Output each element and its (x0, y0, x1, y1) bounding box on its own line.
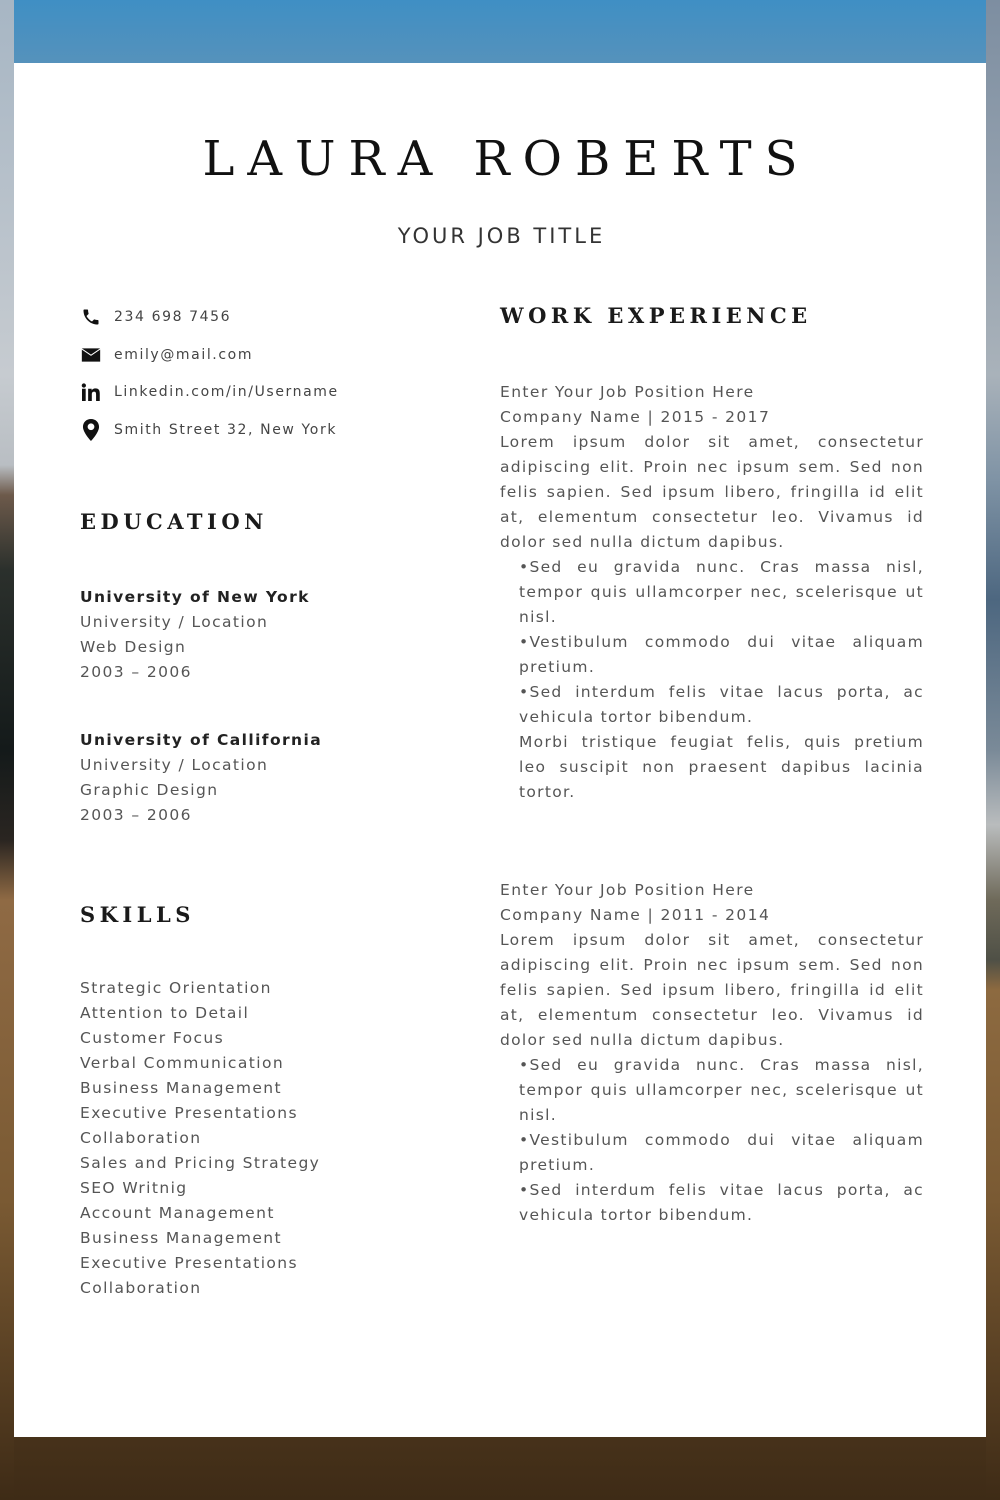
bullet-text: •Sed eu gravida nunc. Cras massa nisl, tempor quis ullamcorper nec, scelerisque ut nisl. (519, 558, 924, 626)
job-position: Enter Your Job Position Here (500, 383, 755, 401)
envelope-icon (80, 344, 102, 366)
skill-item: Business Management (80, 1078, 282, 1097)
background-photo-right (986, 0, 1000, 1500)
job-closing (500, 730, 924, 805)
job-company-dates: Company Name | 2011 - 2014 (500, 906, 771, 924)
school-name: University of New York (80, 587, 310, 606)
candidate-name: LAURA ROBERTS (202, 131, 811, 187)
job-bullet (500, 680, 924, 730)
skill-item: Customer Focus (80, 1028, 225, 1047)
study-years: 2003 – 2006 (80, 805, 192, 824)
email-text: emily@mail.com (114, 346, 254, 363)
job-bullet (500, 1178, 924, 1228)
skill-item: Executive Presentations (80, 1103, 299, 1122)
education-entry (80, 585, 420, 685)
job-company-dates: Company Name | 2015 - 2017 (500, 408, 771, 426)
resume-page (14, 63, 986, 1437)
job-position: Enter Your Job Position Here (500, 881, 755, 899)
address-text: Smith Street 32, New York (114, 421, 338, 438)
education-heading: EDUCATION (80, 508, 268, 534)
job-bullet (500, 630, 924, 680)
job-bullet (500, 1128, 924, 1178)
job-title: YOUR JOB TITLE (397, 224, 606, 248)
skill-item: Collaboration (80, 1128, 202, 1147)
job-bullet (500, 1053, 924, 1128)
skills-heading: SKILLS (80, 901, 195, 927)
contact-email (80, 343, 420, 367)
school-location: University / Location (80, 612, 269, 631)
education-entry (80, 728, 420, 828)
background-photo-left (0, 0, 14, 1500)
bullet-text: •Vestibulum commodo dui vitae aliquam pretium. (519, 633, 924, 676)
contact-list (80, 305, 420, 442)
skill-item: Strategic Orientation (80, 978, 272, 997)
job-bullet (500, 555, 924, 630)
contact-address (80, 418, 420, 442)
field-of-study: Web Design (80, 637, 187, 656)
skill-item: SEO Writnig (80, 1178, 188, 1197)
closing-text: Morbi tristique feugiat felis, quis pretium leo suscipit non praesent dapibus lacinia tortor. (519, 733, 924, 801)
linkedin-icon (80, 381, 102, 403)
school-location: University / Location (80, 755, 269, 774)
job-entry (500, 380, 924, 805)
contact-phone (80, 305, 420, 329)
bullet-text: •Sed eu gravida nunc. Cras massa nisl, tempor quis ullamcorper nec, scelerisque ut nisl. (519, 1056, 924, 1124)
phone-text: 234 698 7456 (114, 309, 232, 325)
map-pin-icon (80, 419, 102, 441)
skill-item: Sales and Pricing Strategy (80, 1153, 321, 1172)
work-experience-heading: WORK EXPERIENCE (500, 303, 812, 328)
left-column (80, 305, 420, 1301)
skill-item: Attention to Detail (80, 1003, 250, 1022)
phone-icon (80, 306, 102, 328)
skill-item: Business Management (80, 1228, 282, 1247)
skill-item: Verbal Communication (80, 1053, 285, 1072)
school-name: University of Callifornia (80, 730, 323, 749)
study-years: 2003 – 2006 (80, 662, 192, 681)
bullet-text: •Vestibulum commodo dui vitae aliquam pretium. (519, 1131, 924, 1174)
bullet-text: •Sed interdum felis vitae lacus porta, ac vehicula tortor bibendum. (519, 683, 924, 726)
bullet-text: •Sed interdum felis vitae lacus porta, ac vehicula tortor bibendum. (519, 1181, 924, 1224)
skills-list (80, 976, 420, 1301)
right-column (500, 303, 924, 1228)
contact-linkedin (80, 380, 420, 404)
field-of-study: Graphic Design (80, 780, 219, 799)
job-entry (500, 878, 924, 1228)
skill-item: Executive Presentations (80, 1253, 299, 1272)
skill-item: Account Management (80, 1203, 275, 1222)
skill-item: Collaboration (80, 1278, 202, 1297)
job-summary: Lorem ipsum dolor sit amet, consectetur adipiscing elit. Proin nec ipsum sem. Sed non felis sapien. Sed ipsum libero, fringilla id elit at, elementum consectetur leo. Vivamus id dolor sed nulla dictum dapibus. (500, 433, 924, 551)
job-summary: Lorem ipsum dolor sit amet, consectetur adipiscing elit. Proin nec ipsum sem. Sed non felis sapien. Sed ipsum libero, fringilla id elit at, elementum consectetur leo. Vivamus id dolor sed nulla dictum dapibus. (500, 931, 924, 1049)
linkedin-text: Linkedin.com/in/Username (114, 384, 339, 400)
